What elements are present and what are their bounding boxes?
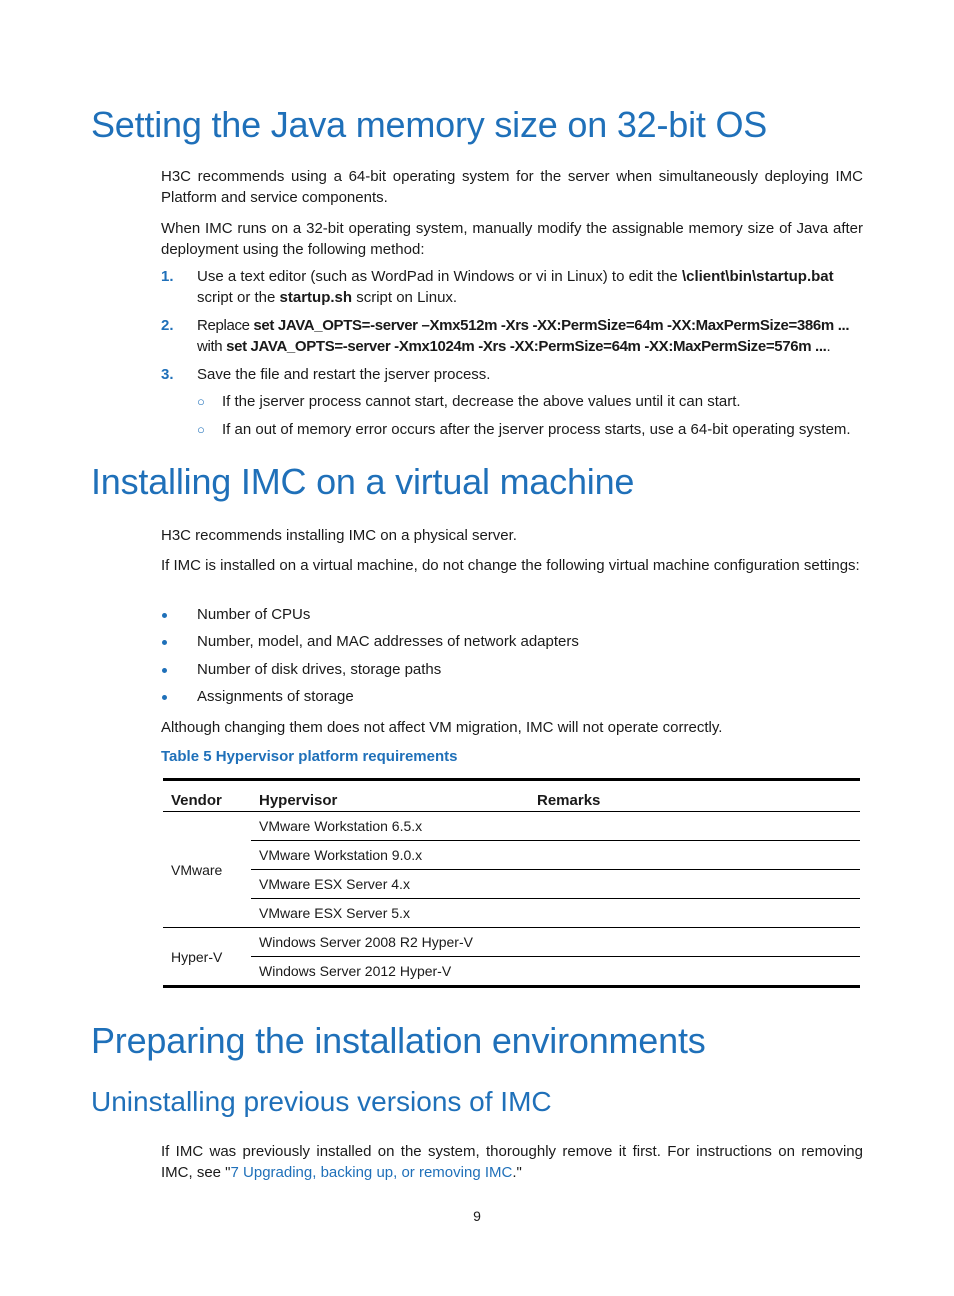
bullet-item xyxy=(161,631,863,652)
step-item xyxy=(161,364,863,385)
step-item xyxy=(161,315,863,357)
hypervisor-cell: Windows Server 2008 R2 Hyper-V xyxy=(251,928,529,957)
step-text: with xyxy=(197,338,227,355)
substep-item xyxy=(197,391,863,412)
step-bold-file: startup.sh xyxy=(279,289,353,306)
bullet-dot-icon xyxy=(162,640,167,645)
bullet-text: Number of disk drives, storage paths xyxy=(197,661,442,678)
vendor-cell: VMware xyxy=(163,812,251,928)
bullet-dot-icon xyxy=(162,668,167,673)
step-text: script or the xyxy=(197,289,280,306)
page-number: 9 xyxy=(473,1208,481,1224)
substep-text: If the jserver process cannot start, decrease the above values until it can start. xyxy=(222,393,741,410)
step-text: Save the file and restart the jserver process. xyxy=(197,366,491,383)
remarks-cell xyxy=(529,841,860,870)
column-header-remarks: Remarks xyxy=(529,780,860,812)
hypervisor-requirements-table xyxy=(163,778,860,988)
step-item xyxy=(161,266,863,308)
vendor-cell: Hyper-V xyxy=(171,948,223,965)
hypervisor-cell: Windows Server 2012 Hyper-V xyxy=(259,963,452,979)
bullet-text: Number, model, and MAC addresses of network adapters xyxy=(197,633,579,650)
step-text: script on Linux. xyxy=(352,289,458,306)
paragraph-text: ." xyxy=(512,1164,522,1181)
paragraph: H3C recommends installing IMC on a physical server. xyxy=(161,527,517,544)
hypervisor-cell: VMware ESX Server 5.x xyxy=(251,899,529,928)
table-caption: Table 5 Hypervisor platform requirements xyxy=(161,748,458,765)
step-number: 3. xyxy=(161,366,174,383)
subsection-heading-uninstalling: Uninstalling previous versions of IMC xyxy=(91,1086,552,1117)
bullet-dot-icon xyxy=(162,613,167,618)
step-text: . xyxy=(826,338,831,355)
table-row xyxy=(163,899,860,928)
bullet-dot-icon xyxy=(162,695,167,700)
step-number: 2. xyxy=(161,317,174,334)
bullet-text: Number of CPUs xyxy=(197,606,311,623)
hollow-circle-bullet-icon: ○ xyxy=(197,422,205,437)
paragraph: If IMC is installed on a virtual machine, do not change the following virtual machine configuration settings: xyxy=(161,557,860,574)
paragraph: Although changing them does not affect VM migration, IMC will not operate correctly. xyxy=(161,719,723,736)
bullet-item xyxy=(161,686,863,707)
hypervisor-cell: VMware ESX Server 4.x xyxy=(251,870,529,899)
bullet-text: Assignments of storage xyxy=(197,688,354,705)
table-row xyxy=(163,812,860,841)
substep-item xyxy=(197,419,863,440)
remarks-cell xyxy=(529,812,860,841)
bullet-item xyxy=(161,659,863,680)
hypervisor-cell: VMware Workstation 6.5.x xyxy=(251,812,529,841)
table-row xyxy=(163,870,860,899)
remarks-cell xyxy=(529,899,860,928)
paragraph xyxy=(161,1141,863,1183)
section-heading-java-memory: Setting the Java memory size on 32-bit OS xyxy=(91,104,768,145)
remarks-cell xyxy=(529,928,860,957)
column-header-vendor: Vendor xyxy=(163,780,251,812)
bullet-item xyxy=(161,604,863,625)
step-bold-command-old: set JAVA_OPTS=-server –Xmx512m -Xrs -XX:PermSize=64m -XX:MaxPermSize=386m ... xyxy=(253,317,850,334)
remarks-cell xyxy=(529,870,860,899)
step-text: Use a text editor (such as WordPad in Windows or vi in Linux) to edit the xyxy=(197,268,682,285)
section-heading-preparing: Preparing the installation environments xyxy=(91,1020,706,1061)
hollow-circle-bullet-icon: ○ xyxy=(197,394,205,409)
section-heading-virtual-machine: Installing IMC on a virtual machine xyxy=(91,461,635,502)
table-row xyxy=(163,841,860,870)
upgrading-section-link[interactable]: 7 Upgrading, backing up, or removing IMC xyxy=(230,1164,513,1181)
remarks-cell xyxy=(529,957,860,987)
table-header-row xyxy=(163,780,860,812)
paragraph: When IMC runs on a 32-bit operating system, manually modify the assignable memory size of Java after deployment using the following method: xyxy=(161,220,863,258)
table-row xyxy=(163,928,860,957)
step-bold-command-new: set JAVA_OPTS=-server -Xmx1024m -Xrs -XX:PermSize=64m -XX:MaxPermSize=576m ... xyxy=(226,338,827,355)
paragraph: H3C recommends using a 64-bit operating system for the server when simultaneously deploying IMC Platform and service components. xyxy=(161,168,863,206)
step-bold-path: \client\bin\startup.bat xyxy=(681,268,834,285)
table-row xyxy=(163,957,860,987)
paragraph-text: If IMC was previously installed on the system, thoroughly remove it first. For instructions on removing IMC, see " xyxy=(161,1143,863,1181)
step-text: Replace xyxy=(197,317,254,334)
step-number: 1. xyxy=(161,268,174,285)
hypervisor-cell: VMware Workstation 9.0.x xyxy=(251,841,529,870)
column-header-hypervisor: Hypervisor xyxy=(251,780,529,812)
substep-text: If an out of memory error occurs after the jserver process starts, use a 64-bit operating system. xyxy=(222,421,851,438)
